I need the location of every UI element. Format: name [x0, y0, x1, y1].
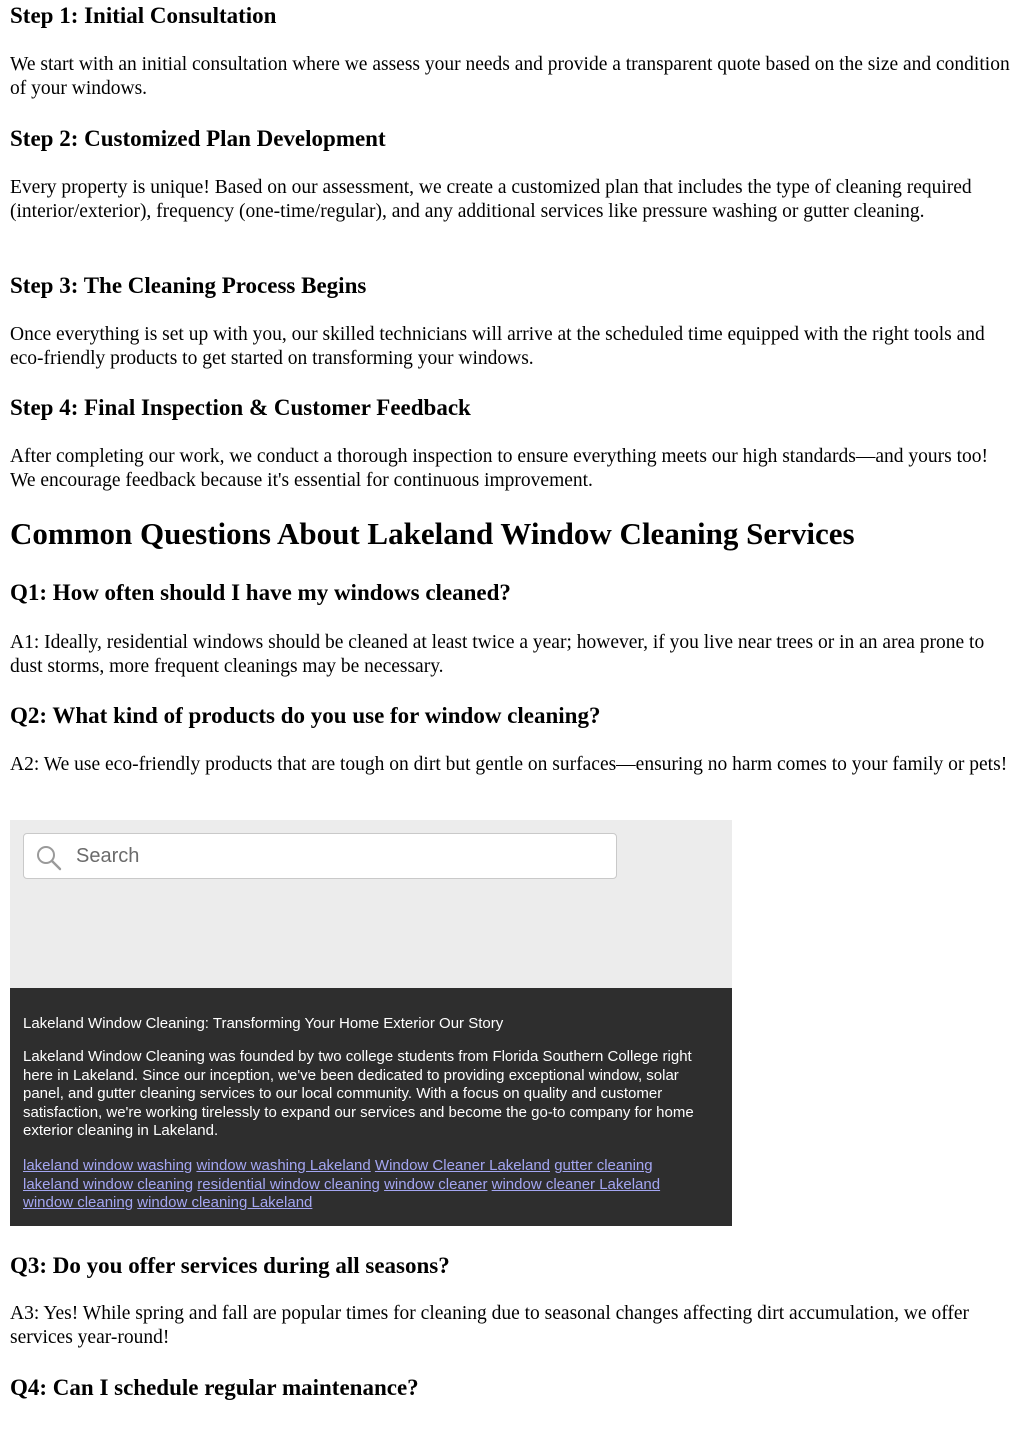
faq-q4: Q4: Can I schedule regular maintenance?	[10, 1375, 419, 1400]
keyword-links	[23, 1157, 703, 1213]
step-3-text: Once everything is set up with you, our skilled technicians will arrive at the scheduled time equipped with the right tools and eco-friendly products to get started on transforming your windows.	[10, 324, 985, 369]
step-2-text: Every property is unique! Based on our assessment, we create a customized plan that includes the type of cleaning required (interior/exterior), frequency (one-time/regular), and any additional services like pressure washing or gutter cleaning.	[10, 177, 972, 222]
step-1-text: We start with an initial consultation where we assess your needs and provide a transparent quote based on the size and condition of your windows.	[10, 54, 1010, 99]
link-window-cleaner-lakeland-2[interactable]: window cleaner Lakeland	[491, 1175, 661, 1193]
faq-q1: Q1: How often should I have my windows cleaned?	[10, 580, 511, 605]
search-input[interactable]	[23, 833, 617, 879]
link-window-cleaner-lakeland[interactable]: Window Cleaner Lakeland	[374, 1157, 551, 1174]
faq-q3: Q3: Do you offer services during all seasons?	[10, 1253, 450, 1278]
step-2-heading: Step 2: Customized Plan Development	[10, 126, 386, 151]
link-gutter-cleaning[interactable]: gutter cleaning	[554, 1157, 653, 1174]
embedded-widget	[10, 820, 732, 1226]
link-lakeland-window-washing[interactable]: lakeland window washing	[23, 1157, 193, 1174]
step-4-heading: Step 4: Final Inspection & Customer Feedback	[10, 395, 471, 420]
faq-a2: A2: We use eco-friendly products that are tough on dirt but gentle on surfaces—ensuring no harm comes to your family or pets!	[10, 754, 1008, 775]
link-window-cleaning-lakeland[interactable]: window cleaning Lakeland	[137, 1194, 313, 1211]
link-window-washing-lakeland[interactable]: window washing Lakeland	[196, 1157, 371, 1174]
faq-q2: Q2: What kind of products do you use for window cleaning?	[10, 703, 601, 728]
faq-title: Common Questions About Lakeland Window Cleaning Services	[10, 516, 855, 551]
step-4-text: After completing our work, we conduct a thorough inspection to ensure everything meets our high standards—and yours too! We encourage feedback because it's essential for continuous improvement.	[10, 446, 989, 491]
link-lakeland-window-cleaning[interactable]: lakeland window cleaning	[23, 1175, 194, 1193]
search-panel	[10, 820, 732, 988]
story-panel	[10, 988, 732, 1226]
faq-a1: A1: Ideally, residential windows should be cleaned at least twice a year; however, if you live near trees or in an area prone to dust storms, more frequent cleanings may be necessary.	[10, 632, 985, 677]
faq-a3: A3: Yes! While spring and fall are popular times for cleaning due to seasonal changes affecting dirt accumulation, we offer services year-round!	[10, 1303, 969, 1348]
search-placeholder: Search	[76, 845, 140, 867]
story-title: Lakeland Window Cleaning: Transforming Your Home Exterior Our Story	[23, 1015, 504, 1032]
link-residential-window-cleaning[interactable]: residential window cleaning	[197, 1175, 380, 1193]
search-icon	[36, 845, 62, 871]
step-1-heading: Step 1: Initial Consultation	[10, 3, 277, 28]
step-3-heading: Step 3: The Cleaning Process Begins	[10, 273, 367, 298]
story-body: Lakeland Window Cleaning was founded by two college students from Florida Southern College right here in Lakeland. Since our inception, we've been dedicated to providing exceptional window, solar panel, and gutter cleaning services to our local community. With a focus on quality and customer satisfaction, we're working tirelessly to expand our services and become the go-to company for home exterior cleaning in Lakeland.	[23, 1048, 694, 1139]
link-window-cleaning[interactable]: window cleaning	[23, 1194, 134, 1211]
link-window-cleaner[interactable]: window cleaner	[384, 1175, 488, 1193]
